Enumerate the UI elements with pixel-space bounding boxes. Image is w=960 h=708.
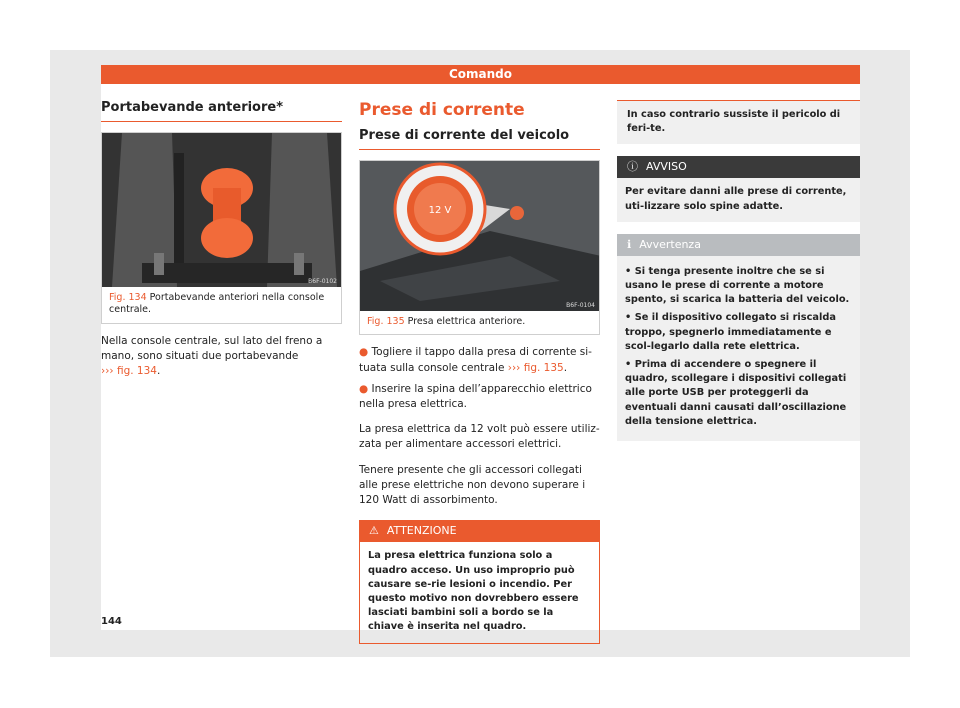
bullet-dot: •	[625, 359, 632, 371]
warning-triangle-icon: ⚠	[369, 524, 379, 538]
notice-header	[617, 156, 860, 178]
socket-label: 12 V	[428, 205, 452, 216]
figure-caption-text: Presa elettrica anteriore.	[407, 316, 526, 327]
note-header	[617, 234, 860, 256]
figure-number: Fig. 134	[109, 292, 147, 303]
cupholder-photo	[102, 133, 341, 287]
bullet-text: Togliere il tappo dalla presa di corrente si-tuata sulla console centrale	[359, 346, 592, 374]
note-list	[625, 265, 852, 429]
list-item	[359, 382, 600, 412]
figure-link[interactable]: fig. 135	[523, 361, 564, 374]
bullet-dot: ●	[359, 346, 369, 359]
socket-illustration	[360, 161, 599, 311]
paragraph-text: Nella console centrale, sul lato del freno a mano, sono situati due portabevande	[101, 334, 323, 362]
main-title: Prese di corrente	[359, 100, 525, 120]
figure-code: B6F-0102	[308, 278, 337, 285]
column-2	[359, 84, 600, 644]
bullet-text: Inserire la spina dell’apparecchio elettrico nella presa elettrica.	[359, 382, 592, 410]
figure-caption	[102, 287, 341, 323]
sub-title: Prese di corrente del veicolo	[359, 128, 600, 150]
figure-code: B6F-0104	[566, 302, 595, 309]
ref-arrow: ›››	[507, 361, 521, 374]
list-item	[625, 311, 852, 354]
bullet-end: .	[563, 361, 568, 374]
figure-134	[101, 132, 342, 324]
paragraph: La presa elettrica da 12 volt può essere utiliz-zata per alimentare accessori elettrici.	[359, 423, 600, 451]
note-item-text: Se il dispositivo collegato si riscalda troppo, spegnerlo immediatamente e scol-legarlo dalla rete elettrica.	[625, 312, 836, 352]
warning-box	[359, 520, 600, 643]
warning-header	[359, 520, 600, 542]
figure-caption	[360, 311, 599, 334]
note-item-text: Si tenga presente inoltre che se si usano le prese di corrente a motore spento, si scarica la batteria del veicolo.	[625, 265, 850, 306]
bullet-dot: •	[625, 312, 632, 324]
note-item-text: Prima di accendere o spegnere il quadro, scollegare i dispositivi collegati alle porte USB per proteggerli da eventuali danni causati dall’oscillazione della tensione elettrica.	[625, 359, 847, 427]
chapter-header: Comando	[101, 65, 860, 84]
column-1	[101, 84, 342, 379]
notice-text: Per evitare danni alle prese di corrente, uti-lizzare solo spine adatte.	[617, 178, 860, 221]
cupholder-illustration	[102, 133, 341, 287]
cupholder-paragraph	[101, 334, 342, 380]
column-3	[617, 84, 860, 441]
page-number: 144	[101, 616, 122, 627]
paragraph: Tenere presente che gli accessori collegati alle prese elettriche non devono superare i 120 Watt di assorbimento.	[359, 463, 586, 507]
info-circle-icon: ⓘ	[627, 160, 638, 174]
bullet-dot: •	[625, 265, 632, 277]
note-box	[617, 234, 860, 441]
info-square-icon: ℹ	[627, 237, 632, 251]
section-title-cupholder: Portabevande anteriore*	[101, 100, 342, 122]
notice-box	[617, 156, 860, 221]
list-item	[359, 345, 600, 375]
figure-link[interactable]: fig. 134	[116, 365, 157, 378]
list-item	[625, 358, 852, 429]
ref-arrow: ›››	[101, 365, 114, 378]
list-item	[625, 265, 852, 308]
warning-text: La presa elettrica funziona solo a quadro acceso. Un uso improprio può causare se-rie lesioni o incendio. Per questo motivo non dovrebbero essere lasciati bambini soli a bordo se la chiave è inserita nel quadro.	[359, 542, 600, 643]
socket-photo	[360, 161, 599, 311]
note-body	[617, 256, 860, 441]
figure-number: Fig. 135	[367, 316, 405, 327]
warning-title: ATTENZIONE	[386, 524, 457, 538]
continued-warning-text: In caso contrario sussiste il pericolo di feri-te.	[617, 100, 860, 144]
figure-135	[359, 160, 600, 335]
notice-title: AVVISO	[646, 160, 687, 174]
note-title: Avvertenza	[639, 237, 701, 251]
bullet-dot: ●	[359, 382, 369, 395]
figure-caption-text: Portabevande anteriori nella console centrale.	[109, 292, 325, 316]
paragraph-end: .	[156, 365, 161, 378]
